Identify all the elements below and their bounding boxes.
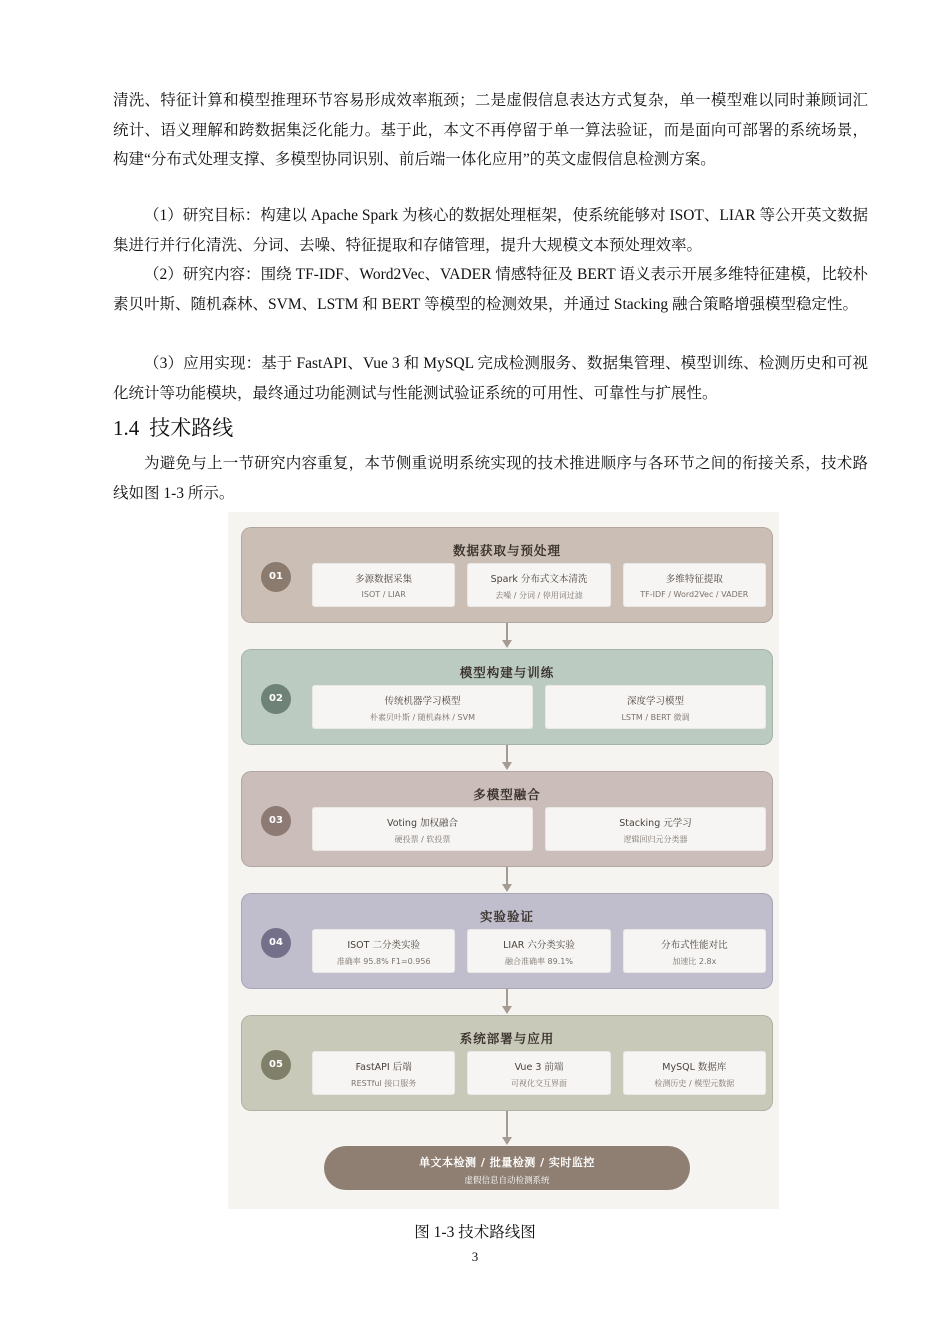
stage-step-box — [545, 807, 766, 851]
stage-step-box — [623, 1051, 766, 1095]
stage-number-badge: 04 — [261, 928, 291, 958]
stage-02 — [241, 649, 773, 745]
stage-title: 系统部署与应用 — [459, 1031, 555, 1046]
stage-step-box — [312, 563, 455, 607]
stage-step-box — [312, 807, 533, 851]
stage-number-badge: 05 — [261, 1050, 291, 1080]
flow-arrow-line — [506, 867, 508, 885]
stage-step-box — [623, 563, 766, 607]
flow-arrow-line — [506, 1111, 508, 1138]
flow-arrow-icon — [502, 1137, 512, 1145]
section-title: 技术路线 — [149, 416, 234, 440]
step-title: Stacking 元学习 — [619, 818, 692, 829]
step-detail: 去噪 / 分词 / 停用词过滤 — [495, 591, 583, 600]
figure-caption: 图 1-3 技术路线图 — [414, 1224, 536, 1241]
step-title: MySQL 数据库 — [662, 1062, 727, 1073]
step-detail: LSTM / BERT 微调 — [621, 713, 690, 722]
flow-arrow-line — [506, 623, 508, 641]
stage-05 — [241, 1015, 773, 1111]
step-detail: 硬投票 / 软投票 — [394, 835, 451, 844]
step-detail: RESTful 接口服务 — [351, 1079, 417, 1088]
step-detail: 朴素贝叶斯 / 随机森林 / SVM — [369, 713, 475, 722]
step-title: 分布式性能对比 — [661, 940, 728, 951]
paragraph-research-content: （2）研究内容：围绕 TF-IDF、Word2Vec、VADER 情感特征及 BERT 语义表示开展多维特征建模，比较朴素贝叶斯、随机森林、SVM、LSTM 和 BERT 等模型的检测效果，并通过 Stacking 融合策略增强模型稳定性。 — [113, 266, 868, 313]
stage-title: 模型构建与训练 — [459, 665, 555, 680]
stage-title: 多模型融合 — [473, 787, 541, 802]
step-title: Spark 分布式文本清洗 — [490, 574, 588, 585]
stage-step-box — [312, 929, 455, 973]
flow-arrow-icon — [502, 884, 512, 892]
step-detail: 逻辑回归元分类器 — [623, 835, 688, 844]
paragraph-research-goal: （1）研究目标：构建以 Apache Spark 为核心的数据处理框架，使系统能够对 ISOT、LIAR 等公开英文数据集进行并行化清洗、分词、去噪、特征提取和存储管理，提升大规模文本预处理效率。 — [113, 207, 868, 254]
stage-03 — [241, 771, 773, 867]
flow-arrow-icon — [502, 762, 512, 770]
flow-arrow-icon — [502, 1006, 512, 1014]
stage-number-badge: 01 — [261, 562, 291, 592]
flow-arrow-icon — [502, 640, 512, 648]
page-number: 3 — [471, 1249, 479, 1264]
step-title: FastAPI 后端 — [355, 1062, 412, 1073]
step-title: Voting 加权融合 — [386, 818, 458, 829]
stage-title: 数据获取与预处理 — [452, 543, 561, 558]
paragraph-intro: 清洗、特征计算和模型推理环节容易形成效率瓶颈；二是虚假信息表达方式复杂，单一模型难以同时兼顾词汇统计、语义理解和跨数据集泛化能力。基于此，本文不再停留于单一算法验证，而是面向可部署的系统场景，构建“分布式处理支撑、多模型协同识别、前后端一体化应用”的英文虚假信息检测方案。 — [113, 92, 868, 168]
stage-step-box — [467, 929, 610, 973]
stage-step-box — [623, 929, 766, 973]
step-detail: 融合准确率 89.1% — [505, 957, 573, 966]
flow-arrow-line — [506, 989, 508, 1007]
final-system-name: 虚假信息自动检测系统 — [464, 1176, 550, 1186]
paragraph-tech-route: 为避免与上一节研究内容重复，本节侧重说明系统实现的技术推进顺序与各环节之间的衔接关系，技术路线如图 1-3 所示。 — [113, 455, 868, 502]
step-detail: 加速比 2.8x — [672, 957, 717, 966]
stage-step-box — [545, 685, 766, 729]
step-title: 多源数据采集 — [355, 574, 413, 585]
stage-number-badge: 02 — [261, 684, 291, 714]
stage-step-box — [467, 563, 610, 607]
section-heading — [113, 412, 233, 442]
step-title: 多维特征提取 — [665, 574, 723, 585]
stage-step-box — [467, 1051, 610, 1095]
step-detail: 准确率 95.8% F1=0.956 — [336, 957, 431, 966]
step-detail: 可视化交互界面 — [510, 1079, 567, 1088]
final-functions: 单文本检测 / 批量检测 / 实时监控 — [419, 1156, 595, 1169]
stage-01 — [241, 527, 773, 623]
step-title: ISOT 二分类实验 — [347, 940, 420, 951]
stage-title: 实验验证 — [479, 909, 534, 924]
step-title: 传统机器学习模型 — [384, 696, 461, 707]
final-system-pill — [324, 1146, 690, 1190]
flow-arrow-line — [506, 745, 508, 763]
stage-step-box — [312, 685, 533, 729]
paragraph-application: （3）应用实现：基于 FastAPI、Vue 3 和 MySQL 完成检测服务、数据集管理、模型训练、检测历史和可视化统计等功能模块，最终通过功能测试与性能测试验证系统的可用性、可靠性与扩展性。 — [113, 355, 868, 402]
step-title: Vue 3 前端 — [514, 1062, 564, 1073]
stage-number-badge: 03 — [261, 806, 291, 836]
stage-04 — [241, 893, 773, 989]
stage-step-box — [312, 1051, 455, 1095]
section-number: 1.4 — [113, 416, 140, 440]
step-title: 深度学习模型 — [626, 696, 684, 707]
tech-route-figure — [228, 512, 779, 1209]
step-detail: TF-IDF / Word2Vec / VADER — [640, 590, 749, 599]
step-detail: 检测历史 / 模型元数据 — [654, 1079, 735, 1088]
step-detail: ISOT / LIAR — [361, 590, 406, 599]
step-title: LIAR 六分类实验 — [503, 940, 575, 951]
